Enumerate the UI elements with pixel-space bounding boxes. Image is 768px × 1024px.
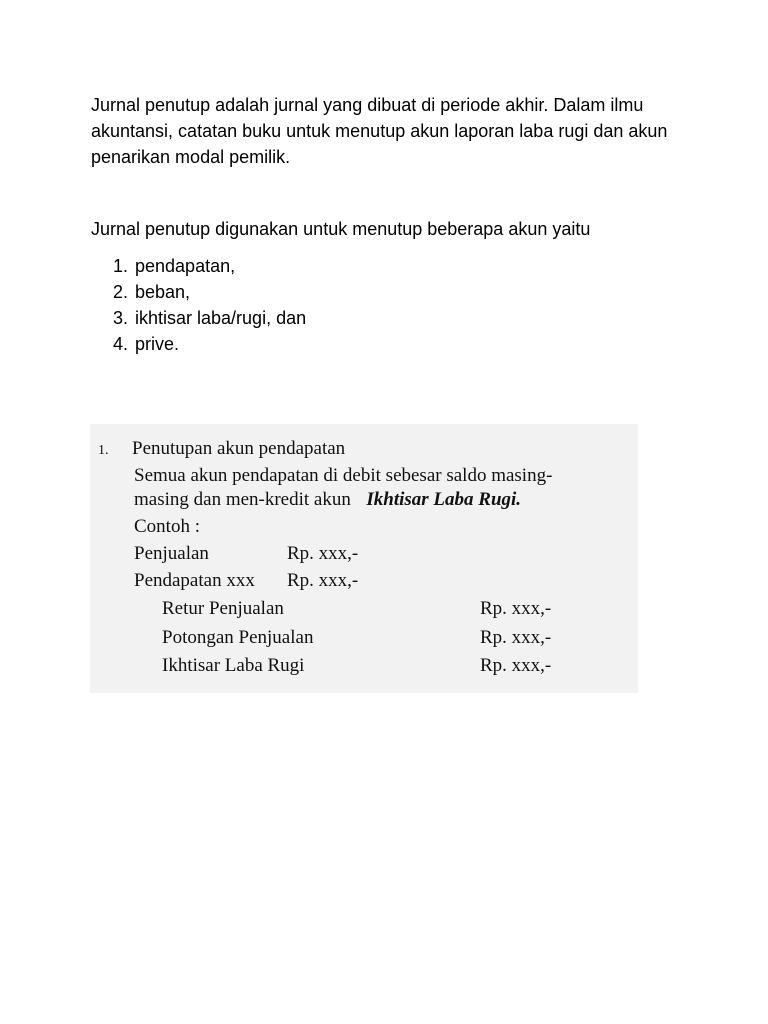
- credit-entry-account: Potongan Penjualan: [162, 627, 314, 648]
- list-item-text: beban,: [135, 282, 191, 302]
- list-item: [91, 253, 306, 279]
- list-item-text: prive.: [135, 334, 180, 354]
- list-item-number: 2.: [113, 282, 129, 302]
- credit-entry-amount: Rp. xxx,-: [480, 627, 552, 648]
- debit-entry-account: Pendapatan xxx: [134, 570, 255, 591]
- credit-entry-account: Retur Penjualan: [162, 598, 284, 619]
- scan-description-plain: masing dan men-kredit akun: [134, 489, 351, 510]
- credit-entry-amount: Rp. xxx,-: [480, 598, 552, 619]
- list-item-number: 1.: [113, 256, 129, 276]
- list-item: [91, 279, 306, 305]
- intro-paragraph-definition: Jurnal penutup adalah jurnal yang dibuat di periode akhir. Dalam ilmu akuntansi, catatan buku untuk menutup akun laporan laba rugi dan akun penarikan modal pemilik.: [91, 95, 668, 167]
- scanned-journal-example: [90, 424, 638, 693]
- list-item-number: 4.: [113, 334, 129, 354]
- list-item-number: 3.: [113, 308, 129, 328]
- list-item-text: pendapatan,: [135, 256, 236, 276]
- scan-heading-text: Penutupan akun pendapatan: [132, 438, 346, 459]
- scan-heading-number: 1.: [98, 443, 109, 458]
- debit-entry-account: Penjualan: [134, 543, 209, 564]
- credit-entry-amount: Rp. xxx,-: [480, 655, 552, 676]
- scan-example-label: Contoh :: [134, 516, 200, 537]
- list-item-text: ikhtisar laba/rugi, dan: [135, 308, 307, 328]
- debit-entry-amount: Rp. xxx,-: [287, 543, 359, 564]
- scan-description-line-2: [134, 487, 521, 513]
- scan-description-line-1: Semua akun pendapatan di debit sebesar saldo masing-: [134, 465, 553, 486]
- closing-accounts-list: [91, 253, 306, 357]
- debit-entry-amount: Rp. xxx,-: [287, 570, 359, 591]
- intro-paragraph-usage: Jurnal penutup digunakan untuk menutup beberapa akun yaitu: [91, 219, 591, 239]
- credit-entry-account: Ikhtisar Laba Rugi: [162, 655, 305, 676]
- scan-description-emphasis: Ikhtisar Laba Rugi.: [366, 489, 522, 510]
- scan-heading: [98, 436, 345, 464]
- list-item: [91, 305, 306, 331]
- list-item: [91, 331, 306, 357]
